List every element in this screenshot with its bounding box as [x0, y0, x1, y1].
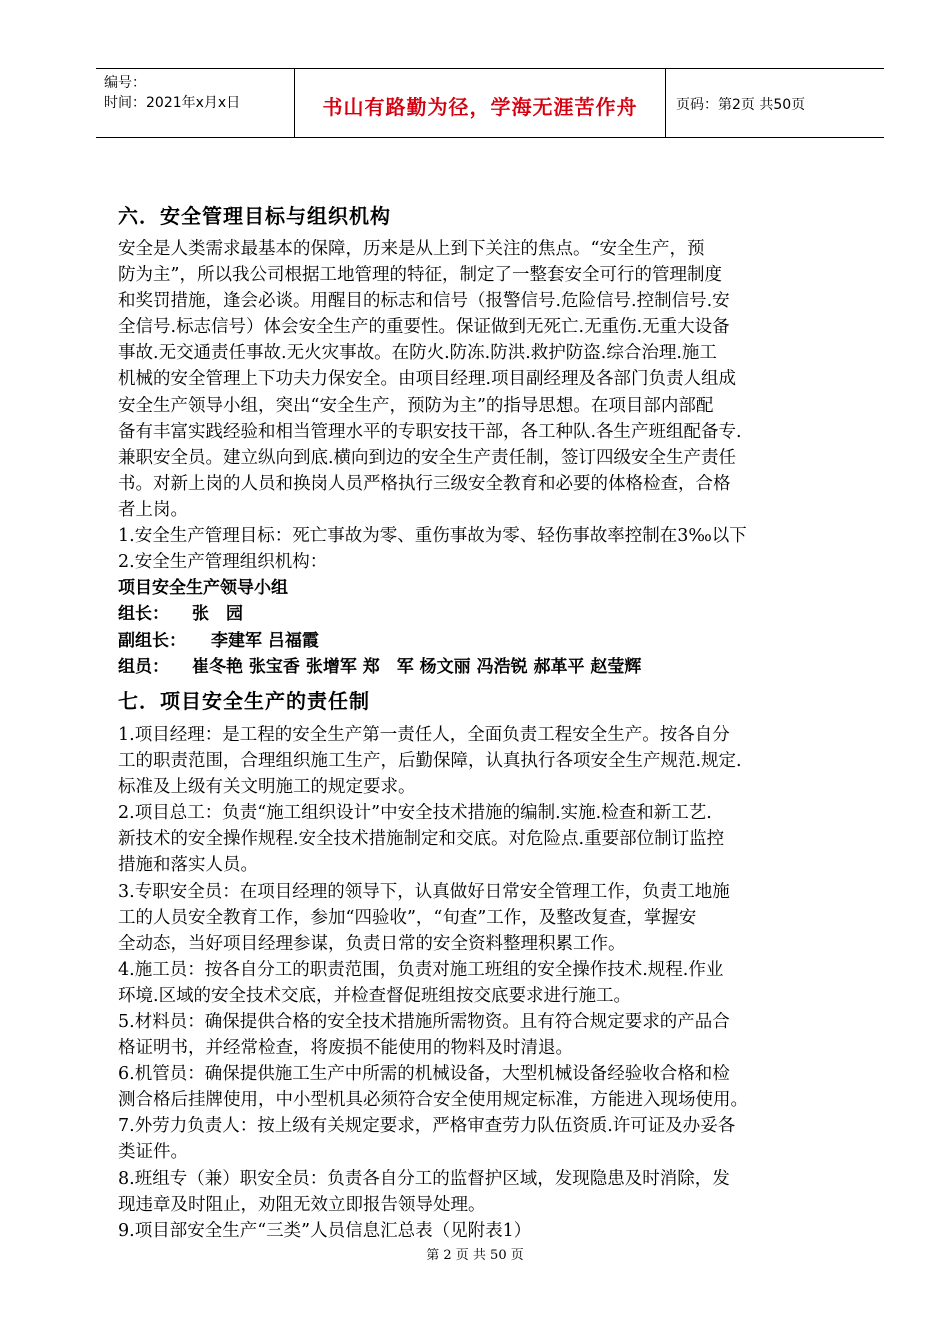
group-title: 项目安全生产领导小组 [118, 578, 288, 599]
page-footer: 第 2 页 共 50 页 [426, 1248, 524, 1263]
text-line: 格证明书，并经常检查，将废损不能使用的物料及时清退。 [118, 1038, 573, 1059]
section-7-body [118, 722, 863, 1244]
text-line: 现违章及时阻止，劝阻无效立即报告领导处理。 [118, 1194, 486, 1215]
text-line: 9.项目部安全生产“三类”人员信息汇总表（见附表1） [118, 1220, 532, 1241]
text-line: 2.项目总工：负责“施工组织设计”中安全技术措施的编制.实施.检查和新工艺. [118, 803, 712, 824]
document-number: 编号： [104, 75, 146, 91]
text-line: 兼职安全员。建立纵向到底.横向到边的安全生产责任制，签订四级安全生产责任 [118, 447, 737, 468]
members-row [118, 654, 863, 680]
header-motto-cell [295, 69, 666, 137]
document-time: 时间：2021年x月x日 [104, 95, 241, 111]
text-line: 安全是人类需求最基本的保障，历来是从上到下关注的焦点。“安全生产，预 [118, 239, 705, 259]
text-line: 测合格后挂牌使用，中小型机具必须符合安全使用规定标准，方能进入现场使用。 [118, 1090, 748, 1111]
text-line: 8.班组专（兼）职安全员：负责各自分工的监督护区域，发现隐患及时消除，发 [118, 1168, 730, 1189]
text-line: 6.机管员：确保提供施工生产中所需的机械设备，大型机械设备经验收合格和检 [118, 1064, 730, 1085]
page-header [96, 68, 884, 138]
text-line: 防为主”，所以我公司根据工地管理的特征，制定了一整套安全可行的管理制度 [118, 265, 722, 286]
deputy-names: 李建军 吕福霞 [211, 630, 319, 651]
text-line: 安全生产领导小组，突出“安全生产，预防为主”的指导思想。在项目部内部配 [118, 395, 714, 416]
deputy-row [118, 628, 863, 654]
header-page-cell [666, 69, 884, 137]
text-line: 全动态，当好项目经理参谋，负责日常的安全资料整理积累工作。 [118, 933, 626, 954]
text-line: 7.外劳力负责人：按上级有关规定要求，严格审查劳力队伍资质.许可证及办妥各 [118, 1116, 736, 1137]
text-line: 3.专职安全员：在项目经理的领导下，认真做好日常安全管理工作，负责工地施 [118, 881, 730, 902]
text-line: 和奖罚措施，逢会必谈。用醒目的标志和信号（报警信号.危险信号.控制信号.安 [118, 291, 730, 312]
text-line: 工的职责范围，合理组织施工生产，后勤保障，认真执行各项安全生产规范.规定. [118, 751, 742, 772]
header-page-info: 页码：第2页 共50页 [676, 97, 806, 113]
text-line: 1.项目经理：是工程的安全生产第一责任人，全面负责工程安全生产。按各自分 [118, 724, 730, 745]
leader-row [118, 601, 863, 627]
leader-label: 组长： [118, 604, 169, 625]
members-names: 崔冬艳 张宝香 张增军 郑 军 杨文丽 冯浩锐 郝革平 赵莹辉 [192, 656, 642, 677]
text-line: 全信号.标志信号）体会安全生产的重要性。保证做到无死亡.无重伤.无重大设备 [118, 317, 730, 338]
text-line: 工的人员安全教育工作，参加“四验收”，“旬查”工作，及整改复查，掌握安 [118, 907, 697, 928]
section-6-title: 六．安全管理目标与组织机构 [118, 204, 391, 228]
text-line: 事故.无交通责任事故.无火灾事故。在防火.防冻.防洪.救护防盗.综合治理.施工 [118, 343, 717, 364]
leader-name: 张 园 [192, 604, 243, 625]
text-line: 机械的安全管理上下功夫力保安全。由项目经理.项目副经理及各部门负责人组成 [118, 369, 737, 390]
text-line: 新技术的安全操作规程.安全技术措施制定和交底。对危险点.重要部位制订监控 [118, 829, 725, 850]
section-6-intro [118, 236, 863, 575]
text-line: 备有丰富实践经验和相当管理水平的专职安技干部，各工种队.各生产班组配备专. [118, 421, 742, 442]
text-line: 4.施工员：按各自分工的职责范围，负责对施工班组的安全操作技术.规程.作业 [118, 959, 724, 980]
text-line: 环境.区域的安全技术交底，并检查督促班组按交底要求进行施工。 [118, 985, 632, 1006]
deputy-label: 副组长： [118, 630, 186, 651]
text-line: 标准及上级有关文明施工的规定要求。 [118, 777, 416, 798]
section-7-title: 七．项目安全生产的责任制 [118, 688, 370, 713]
list-item: 1.安全生产管理目标：死亡事故为零、重伤事故为零、轻伤事故率控制在3‰以下 [118, 526, 747, 547]
text-line: 措施和落实人员。 [118, 855, 258, 876]
text-line: 类证件。 [118, 1142, 188, 1163]
members-label: 组员： [118, 656, 169, 677]
text-line: 书。对新上岗的人员和换岗人员严格执行三级安全教育和必要的体格检查，合格 [118, 473, 731, 494]
header-meta-cell [96, 69, 295, 137]
header-motto: 书山有路勤为径，学海无涯苦作舟 [322, 95, 638, 119]
list-item: 2.安全生产管理组织机构： [118, 552, 328, 573]
text-line: 者上岗。 [118, 499, 188, 520]
text-line: 5.材料员：确保提供合格的安全技术措施所需物资。且有符合规定要求的产品合 [118, 1012, 730, 1032]
document-body [118, 196, 863, 1244]
